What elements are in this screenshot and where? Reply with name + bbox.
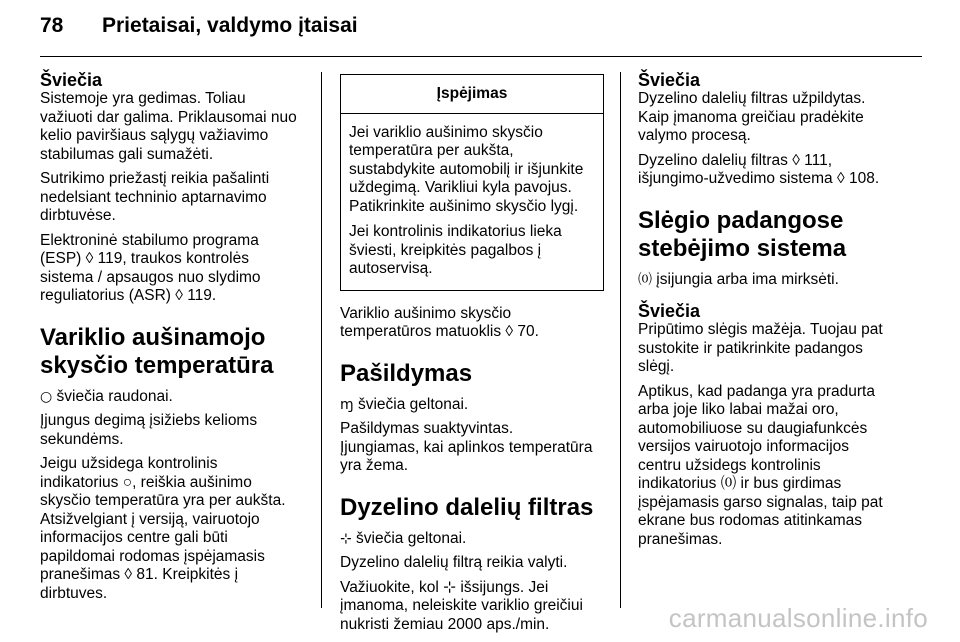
text-line: informacijos centre gali būti bbox=[40, 529, 228, 546]
text-line: automobiliuose su daugiafunkcės bbox=[638, 419, 868, 437]
column-1 bbox=[40, 70, 308, 609]
paragraph-dpf-full bbox=[638, 90, 908, 146]
text-line: Elektroninė stabilumo programa bbox=[40, 231, 259, 249]
text-line: pranešimas ◊ 81. Kreipkitės į bbox=[40, 566, 239, 583]
text-line: įmanoma, neleiskite variklio greičiui bbox=[340, 597, 583, 614]
text-line: nukristi žemiau 2000 aps./min. bbox=[340, 615, 550, 633]
text-line: Jei variklio aušinimo skysčio bbox=[349, 123, 543, 141]
text-line: šviečia raudonai. bbox=[52, 387, 173, 405]
tire-pressure-icon: ⒪ bbox=[638, 271, 652, 288]
column-2 bbox=[340, 70, 604, 640]
paragraph-gauge-reference bbox=[340, 305, 604, 342]
paragraph-tpms-on bbox=[638, 271, 908, 290]
text-line: Patikrinkite aušinimo skysčio lygį. bbox=[349, 197, 579, 215]
text-line: šviečia geltonai. bbox=[351, 529, 467, 547]
text-line: slėgį. bbox=[638, 358, 675, 375]
heading-coolant-temperature bbox=[40, 324, 308, 380]
text-line: Dyzelino dalelių filtras ◊ 111, bbox=[638, 151, 833, 169]
text-line: įsijungia arba ima mirksėti. bbox=[652, 270, 839, 288]
text-line: valymo procesą. bbox=[638, 127, 751, 144]
text-line: Dyzelino dalelių filtras užpildytas. bbox=[638, 90, 866, 107]
heading-line: stebėjimo sistema bbox=[638, 234, 847, 262]
text-line: indikatorius ○, reiškia aušinimo bbox=[40, 473, 252, 491]
text-line: centru užsidegs kontrolinis bbox=[638, 456, 821, 474]
text-line: uždegimą. Varikliui kyla pavojus. bbox=[349, 179, 572, 196]
header-rule bbox=[40, 56, 922, 57]
page-header bbox=[40, 14, 358, 38]
paragraph-dpf-clean bbox=[340, 554, 604, 573]
text-line: dirbtuves. bbox=[40, 584, 108, 602]
column-3 bbox=[638, 70, 908, 555]
column-divider-2 bbox=[620, 72, 621, 608]
text-line: Važiuokite, kol ⊹ išsijungs. Jei bbox=[340, 578, 549, 596]
coolant-indicator-icon: ○ bbox=[40, 388, 53, 405]
warning-box bbox=[340, 74, 604, 291]
text-line: Kaip įmanoma greičiau pradėkite bbox=[638, 108, 864, 126]
paragraph-puncture bbox=[638, 383, 908, 550]
text-line: važiuoti dar galima. Priklausomai nuo bbox=[40, 108, 297, 126]
heading-sviecia: Šviečia bbox=[638, 70, 701, 90]
text-line: Jei kontrolinis indikatorius lieka bbox=[349, 223, 562, 240]
text-line: Pripūtimo slėgis mažėja. Tuojau pat bbox=[638, 321, 883, 338]
preheat-coil-icon: ɱ bbox=[340, 396, 354, 413]
text-line: (ESP) ◊ 119, traukos kontrolės bbox=[40, 250, 249, 267]
text-line: reguliatorius (ASR) ◊ 119. bbox=[40, 287, 217, 304]
text-line: skysčio temperatūra yra per aukšta. bbox=[40, 492, 286, 509]
text-line: šviesti, kreipkitės pagalbos į bbox=[349, 241, 542, 259]
dpf-indicator-icon: ⊹ bbox=[340, 530, 352, 547]
text-line: Variklio aušinimo skysčio bbox=[340, 304, 512, 322]
text-line: arba joje liko labai mažai oro, bbox=[638, 401, 839, 418]
watermark: carmanualsonline.info bbox=[668, 603, 928, 633]
text-line: Įjungiamas, kai aplinkos temperatūra bbox=[340, 438, 593, 456]
text-line: sekundėms. bbox=[40, 430, 124, 448]
page-number: 78 bbox=[40, 14, 64, 37]
paragraph-lights-red bbox=[40, 388, 308, 407]
text-line: autoservisą. bbox=[349, 260, 433, 277]
text-line: Atsižvelgiant į versiją, vairuotojo bbox=[40, 510, 260, 528]
text-line: nedelsiant techninio aptarnavimo bbox=[40, 188, 267, 206]
text-line: indikatorius ⒪ ir bus girdimas bbox=[638, 475, 842, 492]
text-line: Sutrikimo priežastį reikia pašalinti bbox=[40, 170, 270, 187]
text-line: Pašildymas suaktyvintas. bbox=[340, 420, 514, 437]
text-line: Sistemoje yra gedimas. Toliau bbox=[40, 90, 246, 107]
paragraph-ignition bbox=[40, 412, 308, 449]
heading-preheating: Pašildymas bbox=[340, 359, 473, 387]
paragraph-repair bbox=[40, 170, 308, 226]
text-line: Jeigu užsidega kontrolinis bbox=[40, 455, 218, 472]
text-line: yra žema. bbox=[340, 457, 409, 474]
text-line: versijos vairuotojo informacijos bbox=[638, 438, 850, 455]
column-divider-1 bbox=[321, 72, 322, 608]
text-line: ekrane bus rodomas atitinkamas bbox=[638, 512, 863, 529]
text-line: sustokite ir patikrinkite padangos bbox=[638, 339, 863, 357]
paragraph-dpf-drive bbox=[340, 579, 604, 635]
heading-line: Slėgio padangose bbox=[638, 206, 844, 234]
text-line: Dyzelino dalelių filtrą reikia valyti. bbox=[340, 554, 568, 571]
text-line: temperatūros matuoklis ◊ 70. bbox=[340, 323, 539, 340]
paragraph-coolant-too-high bbox=[40, 455, 308, 603]
paragraph-dpf-yellow bbox=[340, 530, 604, 549]
warning-title: Įspėjimas bbox=[341, 75, 603, 114]
text-line: įspėjamasis garso signalas, taip pat bbox=[638, 493, 883, 511]
heading-sviecia: Šviečia bbox=[40, 70, 103, 90]
text-line: Įjungus degimą įsižiebs kelioms bbox=[40, 412, 258, 429]
warning-paragraph-2 bbox=[349, 223, 595, 279]
text-line: papildomai rodomas įspėjamasis bbox=[40, 547, 265, 565]
text-line: dirbtuvėse. bbox=[40, 207, 116, 224]
heading-diesel-particle-filter: Dyzelino dalelių filtras bbox=[340, 493, 594, 521]
text-line: šviečia geltonai. bbox=[353, 395, 469, 413]
paragraph-preheat-yellow bbox=[340, 396, 604, 415]
text-line: sustabdykite automobilį ir išjunkite bbox=[349, 160, 584, 178]
page-title: Prietaisai, valdymo įtaisai bbox=[102, 14, 358, 37]
heading-line: skysčio temperatūra bbox=[40, 351, 274, 379]
text-line: kelio paviršiaus sąlygų važiavimo bbox=[40, 127, 269, 144]
warning-body bbox=[341, 114, 603, 290]
paragraph-system-fault bbox=[40, 90, 308, 164]
paragraph-esp-reference bbox=[40, 232, 308, 306]
warning-paragraph-1 bbox=[349, 124, 595, 217]
heading-tire-pressure-monitoring bbox=[638, 207, 908, 263]
heading-line: Variklio aušinamojo bbox=[40, 323, 266, 351]
text-line: temperatūra per aukšta, bbox=[349, 142, 514, 159]
text-line: stabilumas gali sumažėti. bbox=[40, 145, 214, 163]
paragraph-preheat-active bbox=[340, 420, 604, 476]
paragraph-pressure-drop bbox=[638, 321, 908, 377]
paragraph-dpf-reference bbox=[638, 152, 908, 189]
heading-sviecia: Šviečia bbox=[638, 301, 701, 321]
text-line: sistema / apsaugos nuo slydimo bbox=[40, 268, 261, 286]
text-line: Aptikus, kad padanga yra pradurta bbox=[638, 382, 875, 400]
text-line: pranešimas. bbox=[638, 530, 723, 548]
text-line: išjungimo-užvedimo sistema ◊ 108. bbox=[638, 170, 880, 187]
